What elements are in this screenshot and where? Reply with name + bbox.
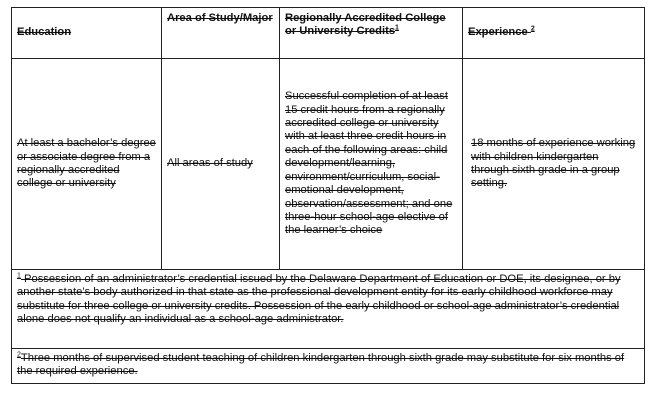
header-area-of-study	[162, 8, 280, 59]
footnote-1-marker: 1	[17, 272, 21, 280]
header-experience	[463, 8, 645, 59]
footnote-2-marker: 2	[17, 351, 21, 359]
requirement-row	[12, 59, 645, 270]
cell-area: All areas of study	[162, 59, 280, 270]
footnote-ref-2: 2	[530, 25, 535, 33]
header-experience-label: Experience	[468, 26, 528, 39]
requirements-table	[11, 7, 645, 384]
header-education-label: Education	[17, 26, 72, 39]
header-row	[12, 8, 645, 59]
header-area-label: Area of Study/Major	[167, 12, 273, 24]
cell-experience: 18 months of experience working with children kindergarten through sixth grade in a group setting.	[463, 59, 645, 270]
header-college-label: Regionally Accredited College or University Credits	[285, 12, 446, 38]
footnote-row-1	[12, 270, 645, 349]
footnote-row-2	[12, 349, 645, 384]
header-education	[12, 8, 162, 59]
footnote-2-text: Three months of supervised student teaching of children kindergarten through sixth grade may substitute for six months of the required experience.	[17, 352, 625, 378]
cell-college-credits: Successful completion of at least 15 credit hours from a regionally accredited college or university with at least three credit hours in each of the following areas: child development/learning, environment/curriculum, social-emotional development, observation/assessment; and one three-hour school-age elective of the learner’s choice	[280, 59, 463, 270]
header-college-credits	[280, 8, 463, 59]
cell-education: At least a bachelor’s degree or associate degree from a regionally accredited college or university	[12, 59, 162, 270]
footnote-ref-1: 1	[395, 24, 399, 32]
footnote-2	[12, 349, 645, 384]
footnote-1	[12, 270, 645, 349]
requirements-document	[11, 7, 645, 384]
footnote-1-text: Possession of an administrator’s credential issued by the Delaware Department of Education or DOE, its designee, or by another state’s body authorized in that state as the professional development entity for its early childhood workforce may substitute for three college or university credits. Possession of the early childhood or school-age administrator’s credential alone does not qualify an individual as a school-age administrator.	[17, 273, 621, 326]
